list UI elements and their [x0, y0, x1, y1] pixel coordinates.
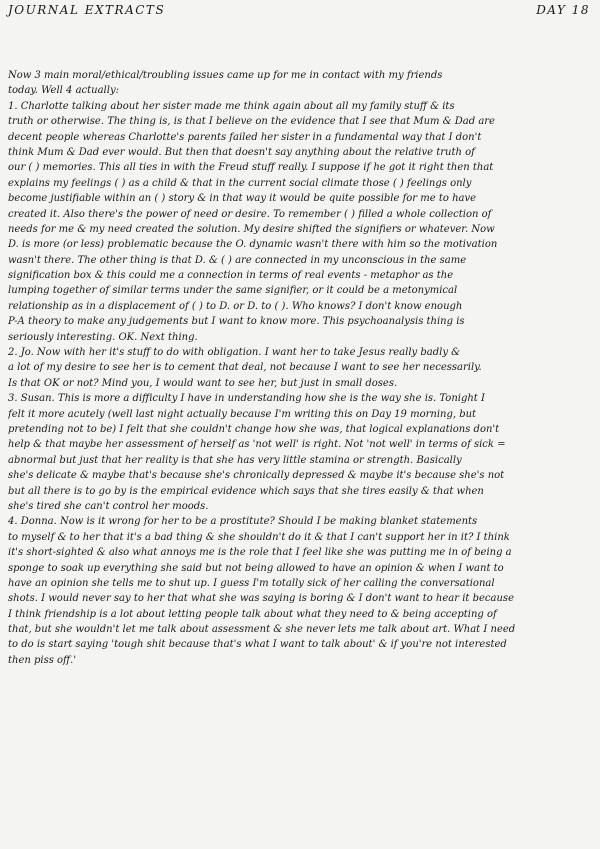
text-line: relationship as in a displacement of ( ) to D. or D. to ( ). Who knows? I don't know enough	[8, 300, 463, 312]
text-line: our ( ) memories. This all ties in with the Freud stuff really. I suppose if he got it right then that	[8, 162, 494, 174]
text-line: that, but she wouldn't let me talk about assessment & she never lets me talk about art. What I need	[8, 624, 516, 636]
text-line: seriously interesting. OK. Next thing.	[8, 331, 198, 343]
text-line: she's tired she can't control her moods.	[8, 500, 209, 512]
text-line: but all there is to go by is the empirical evidence which says that she tires easily & that when	[8, 485, 484, 497]
text-line: 3. Susan. This is more a difficulty I have in understanding how she is the way she is. Tonight I	[8, 393, 485, 405]
text-line: D. is more (or less) problematic because the O. dynamic wasn't there with him so the motivation	[8, 239, 498, 251]
text-line: today. Well 4 actually:	[8, 85, 119, 97]
text-line: truth or otherwise. The thing is, is that I believe on the evidence that I see that Mum & Dad are	[8, 116, 495, 128]
text-line: think Mum & Dad ever would. But then that doesn't say anything about the relative truth of	[8, 146, 475, 158]
journal-title: JOURNAL EXTRACTS	[8, 3, 166, 17]
text-line: help & that maybe her assessment of herself as 'not well' is right. Not 'not well' in terms of sick =	[8, 439, 506, 451]
text-line: shots. I would never say to her that what she was saying is boring & I don't want to hear it because	[8, 593, 514, 605]
text-line: become justifiable within an ( ) story & in that way it would be quite possible for me to have	[8, 193, 477, 205]
text-line: decent people whereas Charlotte's parents failed her sister in a fundamental way that I don't	[8, 131, 482, 143]
text-line: 1. Charlotte talking about her sister made me think again about all my family stuff & its	[8, 100, 455, 112]
text-line: felt it more acutely (well last night actually because I'm writing this on Day 19 morning, but	[8, 408, 477, 420]
text-line: a lot of my desire to see her is to cement that deal, not because I want to see her necessarily.	[8, 362, 482, 374]
text-line: to myself & to her that it's a bad thing & she shouldn't do it & that I can't support her in it? I think	[8, 531, 510, 543]
text-line: wasn't there. The other thing is that D. & ( ) are connected in my unconscious in the same	[8, 254, 467, 266]
text-line: signification box & this could me a connection in terms of real events - metaphor as the	[8, 270, 454, 282]
text-line: then piss off.'	[8, 654, 77, 666]
text-line: created it. Also there's the power of need or desire. To remember ( ) filled a whole collection of	[8, 208, 492, 220]
text-line: 4. Donna. Now is it wrong for her to be a prostitute? Should I be making blanket statements	[8, 516, 478, 528]
text-line: Is that OK or not? Mind you, I would want to see her, but just in small doses.	[8, 377, 398, 389]
text-line: Now 3 main moral/ethical/troubling issues came up for me in contact with my friends	[8, 70, 443, 81]
text-line: I think friendship is a lot about letting people talk about what they need to & being accepting of	[8, 608, 497, 620]
text-line: sponge to soak up everything she said but not being allowed to have an opinion & when I want to	[8, 562, 504, 574]
text-line: lumping together of similar terms under the same signifier, or it could be a metonymical	[8, 285, 458, 297]
journal-body	[8, 68, 588, 668]
text-line: abnormal but just that her reality is that she has very little stamina or strength. Basically	[8, 454, 462, 466]
day-label: DAY 18	[536, 3, 590, 17]
text-line: have an opinion she tells me to shut up. I guess I'm totally sick of her calling the conversational	[8, 577, 495, 589]
text-line: needs for me & my need created the solution. My desire shifted the signifiers or whatever. Now	[8, 223, 495, 235]
text-line: explains my feelings ( ) as a child & that in the current social climate those ( ) feelings only	[8, 177, 472, 189]
text-line: it's short-sighted & also what annoys me is the role that I feel like she was putting me in of being a	[8, 547, 512, 559]
text-line: to do is start saying 'tough shit because that's what I want to talk about' & if you're not interested	[8, 639, 507, 651]
text-line: 2. Jo. Now with her it's stuff to do with obligation. I want her to take Jesus really badly &	[8, 347, 461, 359]
text-line: P-A theory to make any judgements but I want to know more. This psychoanalysis thing is	[8, 316, 465, 328]
text-line: pretending not to be) I felt that she couldn't change how she was, that logical explanations don't	[8, 423, 500, 435]
text-line: she's delicate & maybe that's because she's chronically depressed & maybe it's because she's not	[8, 470, 505, 482]
